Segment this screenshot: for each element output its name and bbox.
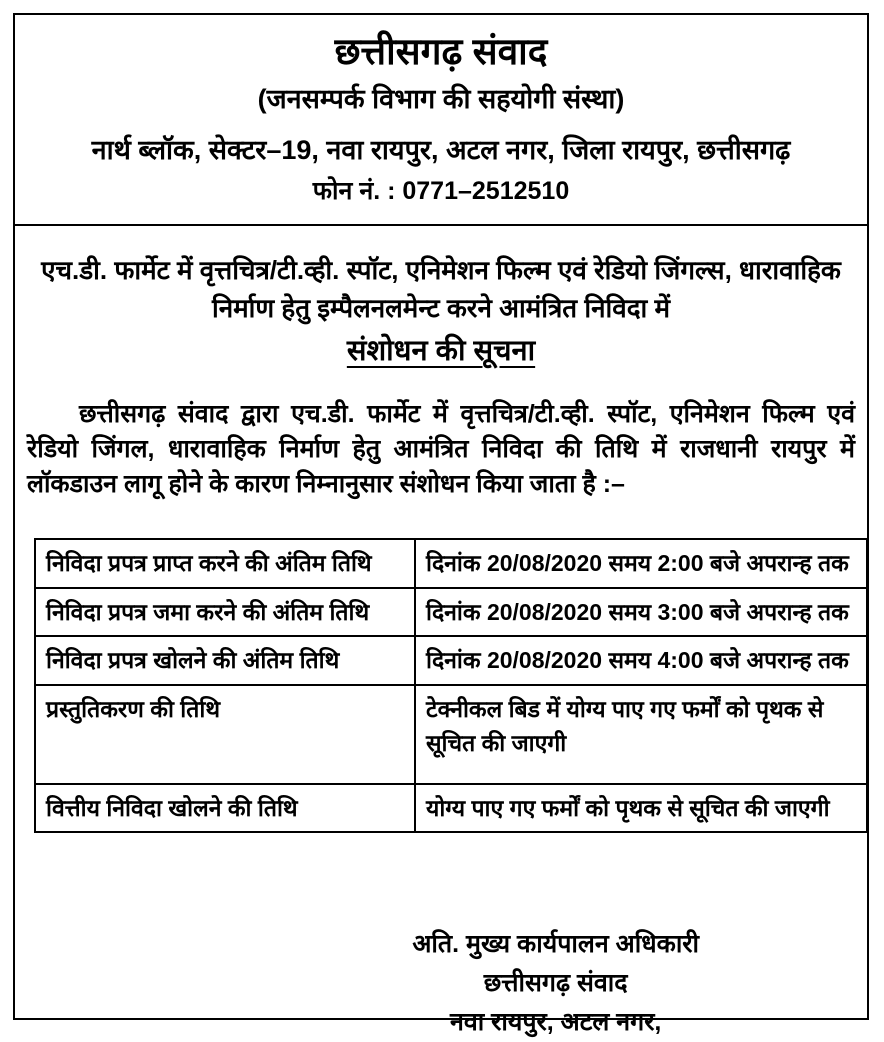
row-value: टेक्नीकल बिड में योग्य पाए गए फर्मों को पृथक से सूचित की जाएगी [415,685,867,784]
signature-block [412,925,699,1041]
table-row [35,636,867,685]
letterhead [15,15,867,226]
org-phone: फोन नं. : 0771–2512510 [312,177,570,206]
signatory-designation: अति. मुख्य कार्यपालन अधिकारी [412,930,699,959]
row-value: दिनांक 20/08/2020 समय 3:00 बजे अपरान्ह तक [415,588,867,637]
table-row [35,685,867,784]
org-subtitle: (जनसम्पर्क विभाग की सहयोगी संस्था) [257,84,625,115]
row-value: दिनांक 20/08/2020 समय 4:00 बजे अपरान्ह तक [415,636,867,685]
signatory-place: नवा रायपुर, अटल नगर, [449,1007,662,1036]
table-row [35,588,867,637]
row-value: योग्य पाए गए फर्मों को पृथक से सूचित की जाएगी [415,784,867,833]
notice-paragraph: छत्तीसगढ़ संवाद द्वारा एच.डी. फार्मेट में वृत्तचित्र/टी.व्ही. स्पॉट, एनिमेशन फिल्म एवं रेडियो जिंगल, धारावाहिक निर्माण हेतु आमंत्रित निविदा की तिथि में राजधानी रायपुर में लॉकडाउन लागू होने के कारण निम्नानुसार संशोधन किया जाता है :– [27,400,855,499]
table-row [35,539,867,588]
signatory-organisation: छत्तीसगढ़ संवाद [483,968,628,997]
org-address: नार्थ ब्लॉक, सेक्टर–19, नवा रायपुर, अटल नगर, जिला रायपुर, छत्तीसगढ़ [91,134,791,165]
row-label: वित्तीय निविदा खोलने की तिथि [35,784,415,833]
row-value: दिनांक 20/08/2020 समय 2:00 बजे अपरान्ह तक [415,539,867,588]
row-label: निविदा प्रपत्र खोलने की अंतिम तिथि [35,636,415,685]
notice-heading-line-2: निर्माण हेतु इम्पैलनलमेन्ट करने आमंत्रित निविदा में [211,292,671,323]
row-label: निविदा प्रपत्र जमा करने की अंतिम तिथि [35,588,415,637]
notice-body [15,226,867,1041]
document-page [13,13,869,1036]
notice-title: संशोधन की सूचना [346,335,536,368]
notice-heading-line-1: एच.डी. फार्मेट में वृत्तचित्र/टी.व्ही. स्पॉट, एनिमेशन फिल्म एवं रेडियो जिंगल्स, धारावाहिक [41,255,841,286]
org-title: छत्तीसगढ़ संवाद [334,31,548,72]
row-label: निविदा प्रपत्र प्राप्त करने की अंतिम तिथि [35,539,415,588]
row-label: प्रस्तुतिकरण की तिथि [35,685,415,784]
schedule-table [34,538,868,833]
table-row [35,784,867,833]
